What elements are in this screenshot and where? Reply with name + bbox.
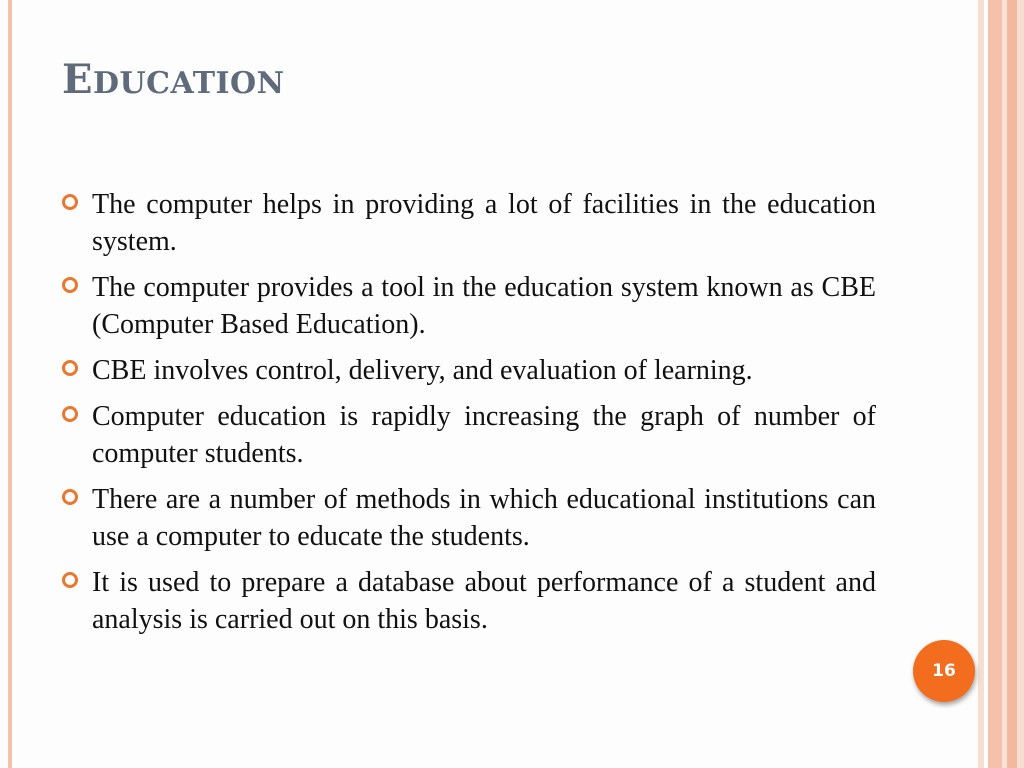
right-stripe-decoration	[978, 0, 1024, 768]
bullet-text: The computer provides a tool in the education system known as CBE (Computer Based Education).	[92, 272, 876, 340]
left-border-decoration	[8, 0, 12, 768]
bullet-list	[62, 186, 876, 647]
bullet-text: The computer helps in providing a lot of facilities in the education system.	[92, 189, 876, 257]
bullet-item	[62, 398, 876, 472]
circle-bullet-icon	[62, 489, 78, 505]
bullet-item	[62, 186, 876, 260]
bullet-text: Computer education is rapidly increasing the graph of number of computer students.	[92, 401, 876, 469]
circle-bullet-icon	[62, 406, 78, 422]
circle-bullet-icon	[62, 360, 78, 376]
stripe	[1007, 0, 1017, 768]
page-number: 16	[932, 661, 956, 681]
bullet-text: There are a number of methods in which educational institutions can use a computer to educate the students.	[92, 484, 876, 552]
slide-title-initial: E	[62, 56, 93, 103]
page-number-badge	[913, 640, 975, 702]
stripe	[1017, 0, 1024, 768]
stripe	[988, 0, 1002, 768]
bullet-text: It is used to prepare a database about performance of a student and analysis is carried out on this basis.	[92, 567, 876, 635]
slide-title	[62, 56, 285, 103]
circle-bullet-icon	[62, 572, 78, 588]
slide-title-rest: DUCATION	[93, 66, 285, 101]
bullet-text: CBE involves control, delivery, and evaluation of learning.	[92, 355, 753, 386]
bullet-item	[62, 564, 876, 638]
circle-bullet-icon	[62, 277, 78, 293]
bullet-item	[62, 269, 876, 343]
bullet-item	[62, 481, 876, 555]
bullet-item	[62, 352, 876, 389]
circle-bullet-icon	[62, 194, 78, 210]
